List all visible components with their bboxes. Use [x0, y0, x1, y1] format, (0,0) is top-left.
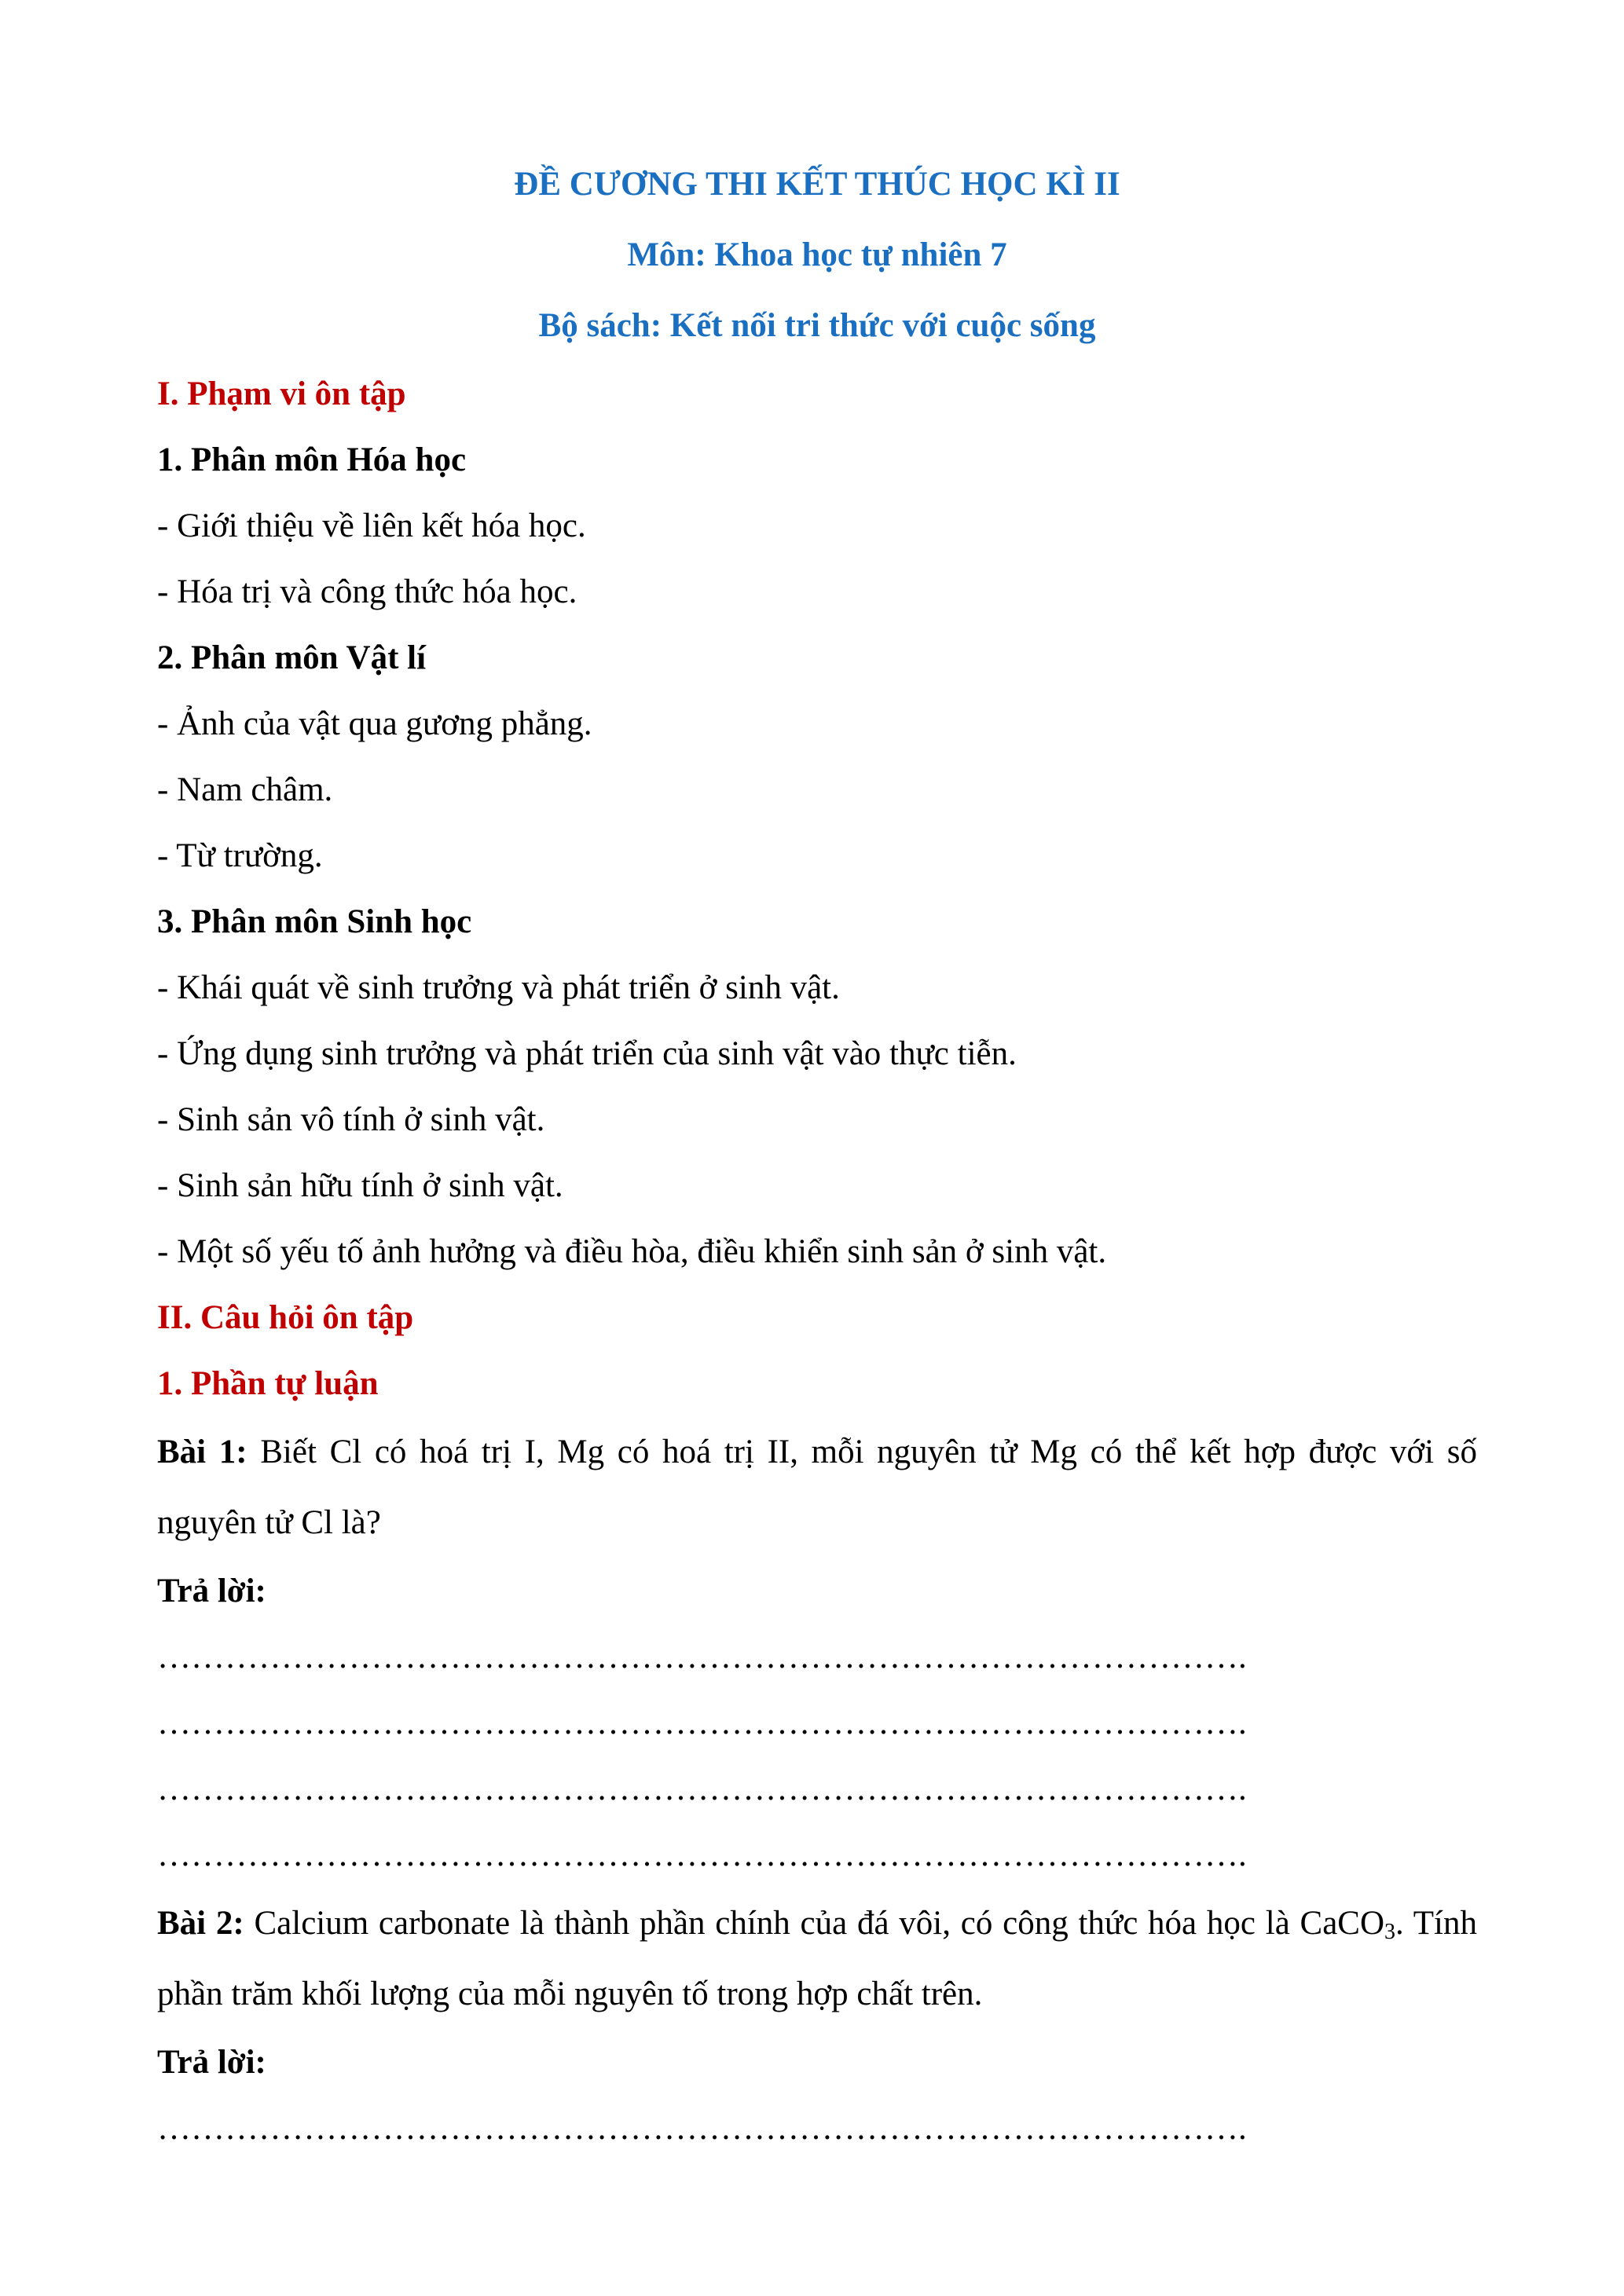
question-2-answer-label: Trả lời: [157, 2044, 266, 2081]
subject-title: Môn: Khoa học tự nhiên 7 [627, 236, 1007, 273]
answer-line: ……………………………………………………………………………………. [157, 1639, 1247, 1675]
answer-line: ……………………………………………………………………………………. [157, 1705, 1247, 1741]
biology-item: - Một số yếu tố ảnh hưởng và điều hòa, điều khiển sinh sản ở sinh vật. [157, 1233, 1107, 1270]
question-1-label: Bài 1: [157, 1434, 247, 1470]
essay-part-heading: 1. Phần tự luận [157, 1365, 379, 1402]
biology-item: - Sinh sản vô tính ở sinh vật. [157, 1101, 545, 1138]
biology-item: - Ứng dụng sinh trưởng và phát triển của sinh vật vào thực tiễn. [157, 1035, 1017, 1072]
section1-heading: I. Phạm vi ôn tập [157, 375, 406, 412]
question-2-text-end: . Tính phần trăm khối lượng của mỗi nguyên tố trong hợp chất trên. [157, 1905, 1477, 2012]
biology-heading: 3. Phân môn Sinh học [157, 903, 472, 940]
chemistry-item: - Hóa trị và công thức hóa học. [157, 573, 577, 610]
physics-item: - Từ trường. [157, 837, 323, 874]
chemistry-item: - Giới thiệu về liên kết hóa học. [157, 507, 586, 544]
question-1-text: Biết Cl có hoá trị I, Mg có hoá trị II, mỗi nguyên tử Mg có thể kết hợp được với số nguyên tử Cl là? [157, 1434, 1478, 1541]
question-2-text: Calcium carbonate là thành phần chính của đá vôi, có công thức hóa học là CaCO [244, 1905, 1385, 1942]
question-2 [157, 1888, 1477, 2030]
chemistry-heading: 1. Phân môn Hóa học [157, 441, 467, 478]
answer-line: ……………………………………………………………………………………. [157, 1771, 1247, 1807]
answer-line: ……………………………………………………………………………………. [157, 2110, 1247, 2147]
physics-heading: 2. Phân môn Vật lí [157, 639, 427, 676]
biology-item: - Sinh sản hữu tính ở sinh vật. [157, 1167, 563, 1204]
question-2-label: Bài 2: [157, 1905, 244, 1942]
question-1 [157, 1417, 1477, 1558]
answer-line: ……………………………………………………………………………………. [157, 1836, 1247, 1873]
physics-item: - Nam châm. [157, 771, 333, 808]
biology-item: - Khái quát về sinh trưởng và phát triển ở sinh vật. [157, 969, 840, 1006]
question-1-answer-label: Trả lời: [157, 1573, 266, 1609]
document-page [157, 149, 1477, 2162]
section2-heading: II. Câu hỏi ôn tập [157, 1299, 414, 1336]
formula-subscript: 3 [1384, 1920, 1396, 1944]
document-title: ĐỀ CƯƠNG THI KẾT THÚC HỌC KÌ II [514, 166, 1120, 203]
physics-item: - Ảnh của vật qua gương phẳng. [157, 705, 592, 742]
book-title: Bộ sách: Kết nối tri thức với cuộc sống [538, 307, 1096, 344]
